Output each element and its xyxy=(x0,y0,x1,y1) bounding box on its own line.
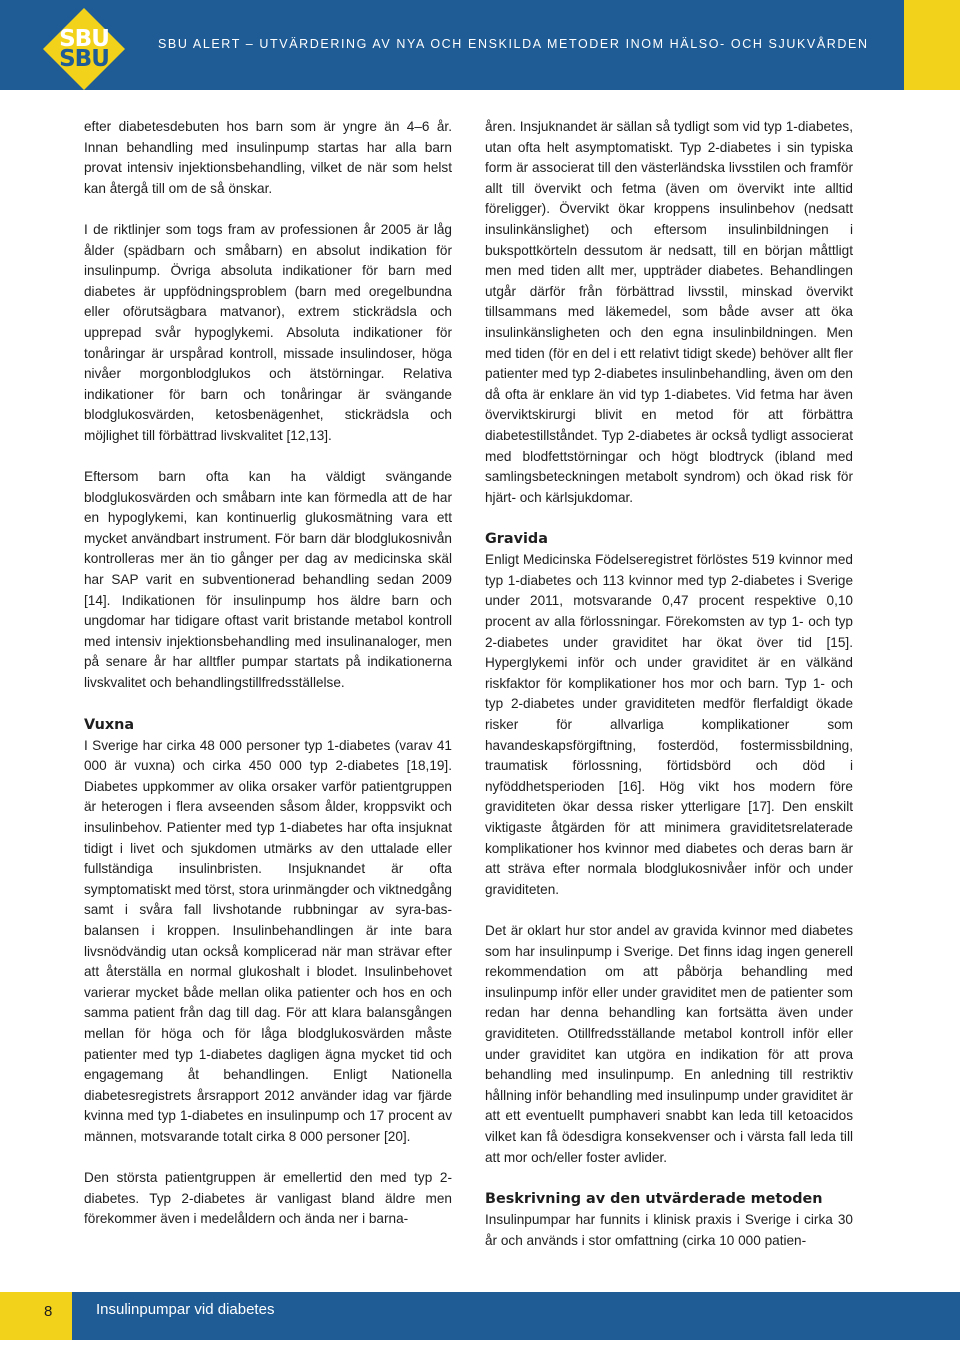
footer-accent xyxy=(0,1292,72,1340)
paragraph: Eftersom barn ofta kan ha väldigt svängande blodglukosvärden och småbarn inte kan förmedla att de har en hypoglykemi, kan kontinuerlig glukosmätning vara ett mycket användbart instrument. För barn där blodglukosnivån kontrolleras mer än tio gånger per dag av medicinska skäl har SAP varit en subventionerad behandling sedan 2009 [14]. Indikationen för insulinpump hos äldre barn och ungdomar har tidigare oftast varit bristande metabol kontroll med intensiv injektionsbehandling med insulinanaloger, men på senare år har alltfler pumpar startats på indikationerna livskvalitet och behandlingstillfredsställelse. xyxy=(84,469,452,691)
paragraph: I de riktlinjer som togs fram av professionen år 2005 är låg ålder (spädbarn och småbarn) en absolut indikation för insulinpump. Övriga absoluta indikationer för barn med diabetes är uppfödningsproblem (barn med oregelbundna eller oförutsägbara matvanor), extrem stickrädsla och upprepad svår hypoglykemi. Absoluta indikationer för tonåringar är urspårad kontroll, missade insulindoser, höga nivåer morgonblodglukos och ätstörningar. Relativa indikationer för barn och tonåringar är svängande blodglukosvärden, ketosbenägenhet, stickrädsla och möjlighet till förbättrad livskvalitet [12,13]. xyxy=(84,221,452,443)
sbu-logo xyxy=(52,26,116,72)
left-column xyxy=(84,117,452,1230)
paragraph: I Sverige har cirka 48 000 personer typ 1-diabetes (varav 41 000 är vuxna) och cirka 450 000 typ 2-diabetes [18,19]. Diabetes uppkommer av olika orsaker varför patientgruppen är heterogen i flera avseenden såsom ålder, kroppsvikt och insulinbehov. Patienter med typ 1-diabetes har ofta insjuknat tidigt i livet och sjukdomen utmärks av den uttalade eller fullständiga insulinbristen. Insjuknandet är ofta symptomatiskt med törst, stora urinmängder och viktnedgång samt i svåra fall livshotande rubbningar av syra-bas-balansen i kroppen. Insulinbehandlingen är inte bara livsnödvändig utan också komplicerad när man strävar efter att återställa en normal glukoshalt i blodet. Insulinbehovet varierar mycket både mellan olika patienter och hos en och samma patient från dag till dag. För att klara balansgången mellan för höga och för låga blodglukosvärden måste patienter med typ 1-diabetes dagligen ägna mycket tid och engagemang åt behandlingen. Enligt Nationella diabetesregistrets årsrapport 2012 använder idag var fjärde kvinna med typ 1-diabetes en insulinpump och 17 procent av männen, motsvarande totalt cirka 8 000 personer [20]. xyxy=(84,737,452,1144)
paragraph: Det är oklart hur stor andel av gravida kvinnor med diabetes som har insulinpump i Sverige. Det finns idag ingen generell rekommendation om att påbörja behandling med insulinpump inför eller under graviditet men de patienter som redan har denna behandling kan fortsätta även under graviditeten. Otillfredsställande metabol kontroll inför eller under graviditet kan utgöra en indikation för att prova behandling med insulinpump. En anledning till restriktiv hållning inför behandling med insulinpump under graviditet är att ett eventuellt pumphaveri snabbt kan leda till ketoacidos vilket kan få ödesdigra konsekvenser och i värsta fall leda till att mor och/eller foster avlider. xyxy=(485,922,853,1165)
footer-title: Insulinpumpar vid diabetes xyxy=(96,1301,275,1318)
paragraph: Den största patientgruppen är emellertid den med typ 2-diabetes. Typ 2-diabetes är vanligast bland äldre men förekommer även i medelåldern och ända ner i barna- xyxy=(84,1170,452,1227)
right-column xyxy=(485,117,853,1251)
paragraph: efter diabetesdebuten hos barn som är yngre än 4–6 år. Innan behandling med insulinpump startas har alla barn provat intensiv injektionsbehandling, vilket de när som helst kan återgå till om de så önskar. xyxy=(84,119,452,196)
logo-text-bottom: SBU xyxy=(59,46,109,72)
page-number: 8 xyxy=(44,1303,53,1320)
section-heading-vuxna: Vuxna xyxy=(84,716,135,733)
paragraph: Enligt Medicinska Födelseregistret förlöstes 519 kvinnor med typ 1-diabetes och 113 kvinnor med typ 2-diabetes i Sverige under 2011, motsvarande 0,47 procent respektive 0,10 procent av alla förlossningar. Förekomsten av typ 1- och typ 2-diabetes under graviditet har ökat över tid [15]. Hyperglykemi inför och under graviditet är en välkänd riskfaktor för komplikationer hos mor och barn. Typ 1- och typ 2-diabetes under graviditeten medför flerfaldigt ökade risker för allvarliga komplikationer som havandeskapsförgiftning, fosterdöd, fostermissbildning, traumatisk förlossning, förtidsbörd och död i nyföddhetsperioden [16]. Hög vikt hos modern före graviditeten ökar dessa risker ytterligare [17]. Den enskilt viktigaste åtgärden för att minimera graviditetsrelaterade komplikationer hos kvinnor med diabetes och deras barn är att sträva efter normala blodglukosnivåer inför och under graviditeten. xyxy=(485,552,853,897)
logo-text-top: SBU xyxy=(59,26,109,52)
section-heading-metod: Beskrivning av den utvärderade metoden xyxy=(485,1191,823,1208)
paragraph: Insulinpumpar har funnits i klinisk praxis i Sverige i cirka 30 år och används i stor omfattning (cirka 10 000 patien- xyxy=(485,1212,853,1248)
section-heading-gravida: Gravida xyxy=(485,531,548,548)
header-title: SBU ALERT – UTVÄRDERING AV NYA OCH ENSKILDA METODER INOM HÄLSO- OCH SJUKVÅRDEN xyxy=(158,37,869,51)
header-accent xyxy=(904,0,960,90)
paragraph: åren. Insjuknandet är sällan så tydligt som vid typ 1-diabetes, utan ofta helt asymptomatiskt. Typ 2-diabetes i sin typiska form är associerat till den västerländska livsstilen och framför allt till övervikt och fetma (även om övervikt inte alltid föreligger). Övervikt ökar kroppens insulinbehov (nedsatt insulinkänslighet) och eftersom insulinbildningen i bukspottkörteln dessutom är nedsatt, till en början måttligt men med tiden allt mer, uppträder diabetes. Behandlingen utgår därför från förbättrad livsstil, minskad övervikt tillsammans med läkemedel, som både avser att öka insulinkänsligheten och den egna insulinbildningen. Men med tiden (för en del i ett relativt tidigt skede) behöver allt fler patienter med typ 2-diabetes insulinbehandling, även om den då ofta är enklare än vid typ 1-diabetes. Vid fetma har även överviktskirurgi blivit en metod för att förbättra diabetestillståndet. Typ 2-diabetes är också tydligt associerat med blodfettstörningar och högt blodtryck (ibland med samlingsbeteckningen metabolt syndrom) och ökad risk för hjärt- och kärlsjukdomar. xyxy=(485,119,853,505)
